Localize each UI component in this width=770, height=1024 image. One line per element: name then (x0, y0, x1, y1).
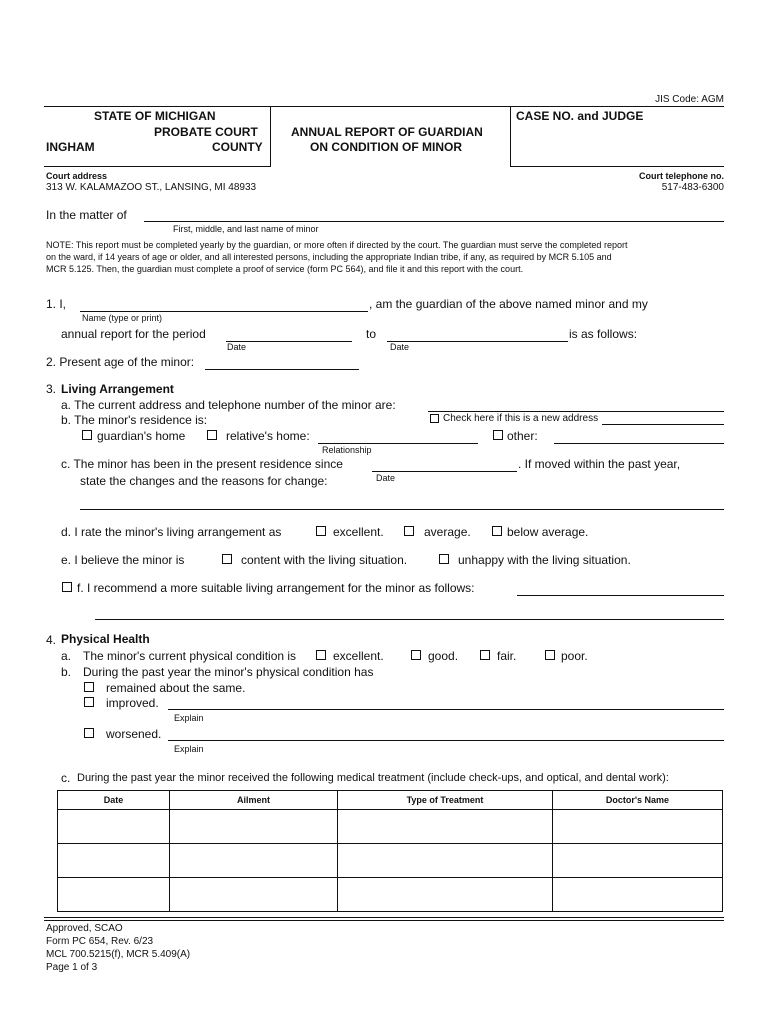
other-input[interactable] (554, 429, 724, 444)
worsened-explain-input[interactable] (168, 726, 724, 741)
header-top-rule (44, 106, 724, 107)
case-no-input[interactable] (516, 130, 716, 144)
item4-c: During the past year the minor received the following medical treatment (include check-ups, and optical, and dental work): (77, 772, 669, 784)
medical-treatment-table (57, 790, 723, 912)
col-doctor: Doctor's Name (553, 791, 723, 810)
physical-fair-label: fair. (497, 649, 517, 663)
item1-prefix: 1. I, (46, 297, 67, 311)
county-label: COUNTY (212, 140, 263, 154)
court-address: 313 W. KALAMAZOO ST., LANSING, MI 48933 (46, 182, 257, 193)
changes-input[interactable] (80, 495, 724, 510)
table-row (58, 878, 723, 912)
item4-b: During the past year the minor's physical condition has (83, 665, 374, 679)
improved-explain-input[interactable] (168, 695, 724, 710)
jis-code: JIS Code: AGM (655, 94, 724, 105)
footer-rule-2 (44, 920, 724, 921)
header-divider-1 (270, 107, 271, 167)
content-checkbox[interactable] (222, 554, 232, 564)
period-to: to (366, 327, 377, 341)
guardian-name-sublabel: Name (type or print) (82, 313, 163, 323)
guardian-name-input[interactable] (80, 297, 368, 312)
table-cell[interactable] (170, 878, 338, 912)
period-start-date-label: Date (227, 342, 247, 352)
col-ailment: Ailment (170, 791, 338, 810)
content-label: content with the living situation. (241, 553, 408, 567)
court-label: PROBATE COURT (154, 125, 258, 139)
physical-good-label: good. (428, 649, 459, 663)
physical-poor-checkbox[interactable] (545, 650, 555, 660)
item3-c1-end: . If moved within the past year, (518, 457, 681, 471)
item3-e: e. I believe the minor is (61, 553, 185, 567)
living-excellent-label: excellent. (333, 525, 384, 539)
item3-f: f. I recommend a more suitable living arrangement for the minor as follows: (77, 581, 475, 595)
item3-b: b. The minor's residence is: (61, 413, 208, 427)
col-treatment: Type of Treatment (338, 791, 553, 810)
header-right-bottom-rule (510, 166, 724, 167)
item4-a-letter: a. (61, 649, 72, 663)
worsened-explain-label: Explain (174, 744, 204, 754)
court-phone: 517-483-6300 (661, 182, 724, 193)
recommend-input-2[interactable] (95, 605, 724, 620)
item3-d: d. I rate the minor's living arrangement as (61, 525, 282, 539)
item2-label: 2. Present age of the minor: (46, 355, 195, 369)
table-cell[interactable] (338, 878, 553, 912)
item4-c-letter: c. (61, 771, 71, 785)
footer-form-number: Form PC 654, Rev. 6/23 (46, 936, 154, 947)
same-label: remained about the same. (106, 681, 246, 695)
worsened-label: worsened. (106, 727, 162, 741)
table-row (58, 844, 723, 878)
item3-b-line (602, 424, 724, 425)
table-cell[interactable] (338, 810, 553, 844)
table-cell[interactable] (553, 878, 723, 912)
period-end-date-label: Date (390, 342, 410, 352)
item4-num: 4. (46, 633, 57, 647)
living-excellent-checkbox[interactable] (316, 526, 326, 536)
table-row (58, 810, 723, 844)
worsened-checkbox[interactable] (84, 728, 94, 738)
col-date: Date (58, 791, 170, 810)
table-cell[interactable] (553, 810, 723, 844)
unhappy-label: unhappy with the living situation. (458, 553, 631, 567)
court-address-label: Court address (46, 171, 108, 181)
form-title-line1: ANNUAL REPORT OF GUARDIAN (291, 125, 483, 139)
new-address-label: Check here if this is a new address (443, 413, 599, 424)
matter-label: In the matter of (46, 208, 127, 222)
header-divider-2 (510, 107, 511, 167)
improved-checkbox[interactable] (84, 697, 94, 707)
item3-c1: c. The minor has been in the present residence since (61, 457, 343, 471)
minor-name-sublabel: First, middle, and last name of minor (173, 224, 319, 234)
recommend-checkbox[interactable] (62, 582, 72, 592)
item3-num: 3. (46, 382, 57, 396)
physical-good-checkbox[interactable] (411, 650, 421, 660)
minor-name-input[interactable] (144, 207, 724, 222)
living-average-checkbox[interactable] (404, 526, 414, 536)
table-cell[interactable] (553, 844, 723, 878)
item3-c2: state the changes and the reasons for change: (80, 474, 328, 488)
guardians-home-checkbox[interactable] (82, 430, 92, 440)
relationship-input[interactable] (318, 429, 478, 444)
footer-page: Page 1 of 3 (46, 962, 98, 973)
footer-mcl: MCL 700.5215(f), MCR 5.409(A) (46, 949, 191, 960)
note-line2: on the ward, if 14 years of age or older, and all interested persons, including the appropriate Indian tribe, if any, as required by MCR 5.105 and (46, 252, 612, 262)
state-label: STATE OF MICHIGAN (94, 109, 216, 123)
physical-excellent-label: excellent. (333, 649, 384, 663)
residence-since-date-label: Date (376, 473, 396, 483)
other-label: other: (507, 429, 538, 443)
living-below-average-label: below average. (507, 525, 589, 539)
item3-a-line (428, 411, 724, 412)
table-cell[interactable] (58, 878, 170, 912)
header-left-bottom-rule (44, 166, 270, 167)
period-label: annual report for the period (61, 327, 206, 341)
new-address-checkbox[interactable] (430, 414, 439, 423)
recommend-input-1[interactable] (517, 581, 724, 596)
guardians-home-label: guardian's home (97, 429, 186, 443)
improved-explain-label: Explain (174, 713, 204, 723)
relatives-home-label: relative's home: (226, 429, 310, 443)
improved-label: improved. (106, 696, 159, 710)
table-header-row (58, 791, 723, 810)
case-no-label: CASE NO. and JUDGE (516, 109, 644, 123)
living-below-average-checkbox[interactable] (492, 526, 502, 536)
form-title-line2: ON CONDITION OF MINOR (310, 140, 462, 154)
unhappy-checkbox[interactable] (439, 554, 449, 564)
footer-rule-1 (44, 917, 724, 918)
minor-age-input[interactable] (205, 355, 359, 370)
item4-b-letter: b. (61, 665, 72, 679)
table-cell[interactable] (58, 810, 170, 844)
item3-heading: Living Arrangement (61, 382, 174, 396)
physical-fair-checkbox[interactable] (480, 650, 490, 660)
item3-a: a. The current address and telephone number of the minor are: (61, 398, 396, 412)
residence-since-input[interactable] (372, 457, 517, 472)
table-cell[interactable] (338, 844, 553, 878)
table-cell[interactable] (170, 844, 338, 878)
table-cell[interactable] (170, 810, 338, 844)
relatives-home-checkbox[interactable] (207, 430, 217, 440)
period-end-input[interactable] (387, 327, 568, 342)
same-checkbox[interactable] (84, 682, 94, 692)
note-line1: NOTE: This report must be completed yearly by the guardian, or more often if directed by the court. The guardian must serve the completed report (46, 240, 628, 250)
physical-excellent-checkbox[interactable] (316, 650, 326, 660)
county-name: INGHAM (46, 140, 95, 154)
table-cell[interactable] (58, 844, 170, 878)
living-average-label: average. (424, 525, 471, 539)
footer-approved: Approved, SCAO (46, 923, 123, 934)
relationship-sublabel: Relationship (322, 445, 372, 455)
period-start-input[interactable] (226, 327, 352, 342)
item1-text: , am the guardian of the above named minor and my (369, 297, 648, 311)
court-phone-label: Court telephone no. (639, 171, 724, 181)
note-line3: MCR 5.125. Then, the guardian must complete a proof of service (form PC 564), and file it and this report with the court. (46, 264, 524, 274)
item4-heading: Physical Health (61, 632, 150, 646)
period-follows: is as follows: (569, 327, 638, 341)
physical-poor-label: poor. (561, 649, 588, 663)
item4-a: The minor's current physical condition is (83, 649, 297, 663)
other-checkbox[interactable] (493, 430, 503, 440)
